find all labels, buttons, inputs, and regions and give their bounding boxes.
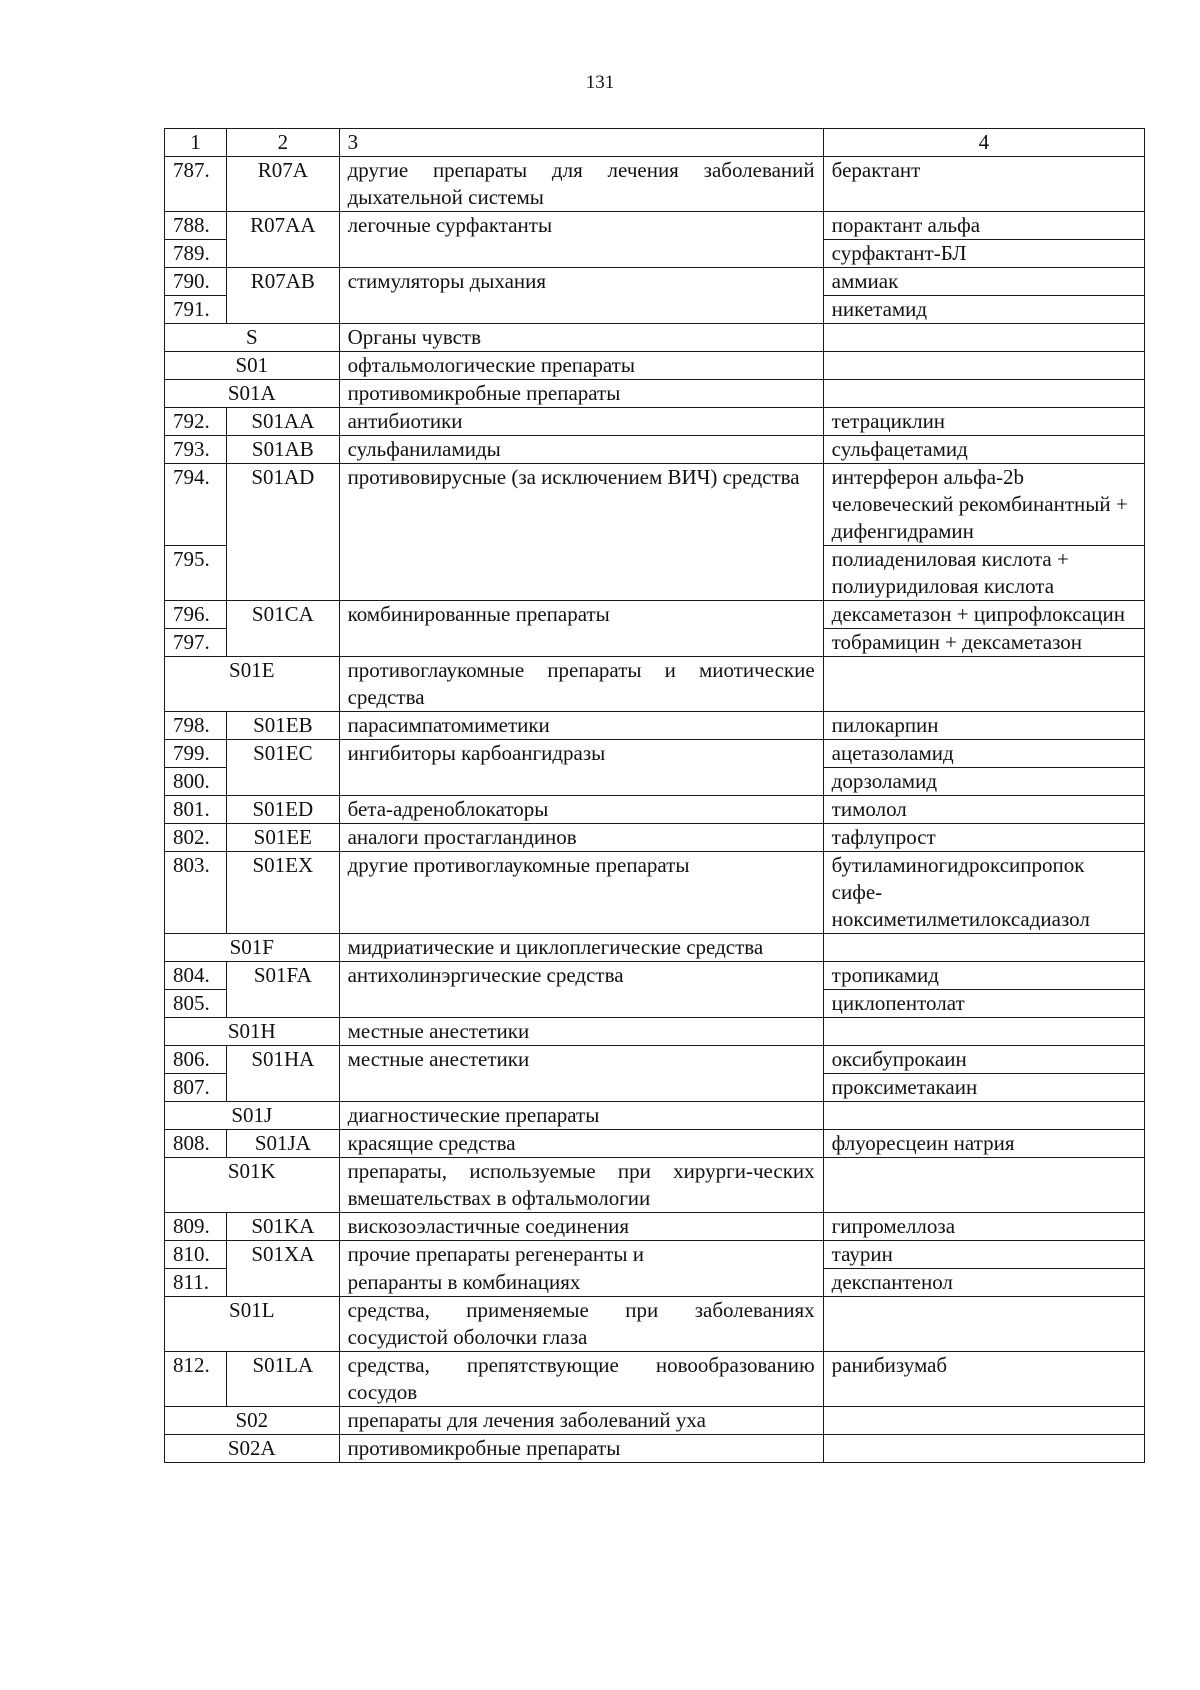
description-cell: другие противоглаукомные препараты bbox=[339, 852, 823, 934]
drug-name-cell bbox=[823, 1435, 1144, 1463]
row-number-cell: 797. bbox=[165, 629, 227, 657]
atc-code-cell: S01HA bbox=[227, 1046, 339, 1074]
drug-name-cell bbox=[823, 1102, 1144, 1130]
table-row bbox=[165, 324, 1145, 352]
description-cell: противомикробные препараты bbox=[339, 380, 823, 408]
row-number-cell: 793. bbox=[165, 436, 227, 464]
atc-code-cell: S01FA bbox=[227, 962, 339, 990]
table-row bbox=[165, 629, 1145, 657]
group-code-cell: S01A bbox=[165, 380, 340, 408]
row-number-cell: 791. bbox=[165, 296, 227, 324]
drug-name-cell: никетамид bbox=[823, 296, 1144, 324]
atc-code-cell: S01EB bbox=[227, 712, 339, 740]
drug-name-cell: гипромеллоза bbox=[823, 1213, 1144, 1241]
row-number-cell: 795. bbox=[165, 546, 227, 601]
table-row bbox=[165, 352, 1145, 380]
description-cell: антихолинэргические средства bbox=[339, 962, 823, 990]
row-number-cell: 808. bbox=[165, 1130, 227, 1158]
drug-name-cell: флуоресцеин натрия bbox=[823, 1130, 1144, 1158]
table-row bbox=[165, 768, 1145, 796]
row-number-cell: 789. bbox=[165, 240, 227, 268]
row-number-cell: 802. bbox=[165, 824, 227, 852]
description-cell: средства, применяемые при заболеваниях сосудистой оболочки глаза bbox=[339, 1297, 823, 1352]
description-cell: репаранты в комбинациях bbox=[339, 1269, 823, 1297]
row-number-cell: 809. bbox=[165, 1213, 227, 1241]
table-row bbox=[165, 962, 1145, 990]
table-row bbox=[165, 1352, 1145, 1407]
description-cell: комбинированные препараты bbox=[339, 601, 823, 629]
table-row bbox=[165, 1018, 1145, 1046]
description-cell: другие препараты для лечения заболеваний дыхательной системы bbox=[339, 157, 823, 212]
drug-name-cell: оксибупрокаин bbox=[823, 1046, 1144, 1074]
atc-code-cell bbox=[227, 546, 339, 601]
drug-name-cell: дексаметазон + ципрофлоксацин bbox=[823, 601, 1144, 629]
drug-name-cell: проксиметакаин bbox=[823, 1074, 1144, 1102]
group-code-cell: S01K bbox=[165, 1158, 340, 1213]
description-cell: диагностические препараты bbox=[339, 1102, 823, 1130]
description-cell: офтальмологические препараты bbox=[339, 352, 823, 380]
row-number-cell: 810. bbox=[165, 1241, 227, 1269]
description-cell: местные анестетики bbox=[339, 1046, 823, 1074]
row-number-cell: 790. bbox=[165, 268, 227, 296]
atc-code-cell: R07A bbox=[227, 157, 339, 212]
atc-code-cell bbox=[227, 240, 339, 268]
atc-code-cell: S01CA bbox=[227, 601, 339, 629]
table-row bbox=[165, 464, 1145, 546]
row-number-cell: 801. bbox=[165, 796, 227, 824]
table-row bbox=[165, 1102, 1145, 1130]
group-code-cell: S01J bbox=[165, 1102, 340, 1130]
atc-code-cell: R07AA bbox=[227, 212, 339, 240]
drug-name-cell: тобрамицин + дексаметазон bbox=[823, 629, 1144, 657]
description-cell: прочие препараты регенеранты и bbox=[339, 1241, 823, 1269]
table-row bbox=[165, 1435, 1145, 1463]
drug-name-cell: тропикамид bbox=[823, 962, 1144, 990]
atc-code-cell: S01JA bbox=[227, 1130, 339, 1158]
table-row bbox=[165, 212, 1145, 240]
group-code-cell: S01E bbox=[165, 657, 340, 712]
atc-code-cell bbox=[227, 1074, 339, 1102]
table-row bbox=[165, 712, 1145, 740]
table-row bbox=[165, 1046, 1145, 1074]
row-number-cell: 798. bbox=[165, 712, 227, 740]
header-col-4: 4 bbox=[823, 129, 1144, 157]
atc-code-cell: S01KA bbox=[227, 1213, 339, 1241]
description-cell bbox=[339, 768, 823, 796]
table-row bbox=[165, 546, 1145, 601]
description-cell: противомикробные препараты bbox=[339, 1435, 823, 1463]
drug-name-cell: тафлупрост bbox=[823, 824, 1144, 852]
description-cell: препараты, используемые при хирурги-ческих вмешательствах в офтальмологии bbox=[339, 1158, 823, 1213]
drug-name-cell: берактант bbox=[823, 157, 1144, 212]
table-row bbox=[165, 240, 1145, 268]
drug-name-cell: декспантенол bbox=[823, 1269, 1144, 1297]
row-number-cell: 794. bbox=[165, 464, 227, 546]
row-number-cell: 799. bbox=[165, 740, 227, 768]
description-cell: парасимпатомиметики bbox=[339, 712, 823, 740]
row-number-cell: 788. bbox=[165, 212, 227, 240]
page-number: 131 bbox=[585, 72, 615, 93]
group-code-cell: S01H bbox=[165, 1018, 340, 1046]
atc-code-cell: R07AB bbox=[227, 268, 339, 296]
description-cell bbox=[339, 990, 823, 1018]
table-header-row bbox=[165, 129, 1145, 157]
drug-name-cell: дорзоламид bbox=[823, 768, 1144, 796]
table-row bbox=[165, 408, 1145, 436]
atc-code-cell: S01AB bbox=[227, 436, 339, 464]
table-row bbox=[165, 1407, 1145, 1435]
drug-name-cell bbox=[823, 352, 1144, 380]
table-row bbox=[165, 1213, 1145, 1241]
description-cell: противовирусные (за исключением ВИЧ) средства bbox=[339, 464, 823, 546]
drug-name-cell bbox=[823, 1158, 1144, 1213]
atc-code-cell bbox=[227, 768, 339, 796]
description-cell: вискозоэластичные соединения bbox=[339, 1213, 823, 1241]
table-row bbox=[165, 436, 1145, 464]
table-row bbox=[165, 796, 1145, 824]
description-cell: легочные сурфактанты bbox=[339, 212, 823, 240]
drug-name-cell: интерферон альфа-2b человеческий рекомбинантный + дифенгидрамин bbox=[823, 464, 1144, 546]
table-row bbox=[165, 268, 1145, 296]
drug-name-cell: тимолол bbox=[823, 796, 1144, 824]
row-number-cell: 807. bbox=[165, 1074, 227, 1102]
description-cell: мидриатические и циклоплегические средства bbox=[339, 934, 823, 962]
row-number-cell: 800. bbox=[165, 768, 227, 796]
atc-code-cell: S01AA bbox=[227, 408, 339, 436]
drug-name-cell bbox=[823, 1407, 1144, 1435]
description-cell: ингибиторы карбоангидразы bbox=[339, 740, 823, 768]
drug-name-cell bbox=[823, 934, 1144, 962]
atc-code-cell bbox=[227, 990, 339, 1018]
description-cell: антибиотики bbox=[339, 408, 823, 436]
table-row bbox=[165, 380, 1145, 408]
table-row bbox=[165, 852, 1145, 934]
group-code-cell: S01L bbox=[165, 1297, 340, 1352]
description-cell bbox=[339, 240, 823, 268]
table-row bbox=[165, 824, 1145, 852]
atc-code-cell: S01EE bbox=[227, 824, 339, 852]
row-number-cell: 812. bbox=[165, 1352, 227, 1407]
atc-code-cell: S01EC bbox=[227, 740, 339, 768]
drug-name-cell bbox=[823, 1018, 1144, 1046]
row-number-cell: 787. bbox=[165, 157, 227, 212]
table-row bbox=[165, 1074, 1145, 1102]
row-number-cell: 806. bbox=[165, 1046, 227, 1074]
description-cell bbox=[339, 296, 823, 324]
row-number-cell: 805. bbox=[165, 990, 227, 1018]
table-row bbox=[165, 990, 1145, 1018]
drug-name-cell bbox=[823, 380, 1144, 408]
description-cell: сульфаниламиды bbox=[339, 436, 823, 464]
description-cell: противоглаукомные препараты и миотические средства bbox=[339, 657, 823, 712]
drug-name-cell bbox=[823, 324, 1144, 352]
drug-classification-table bbox=[164, 128, 1145, 1463]
atc-code-cell bbox=[227, 296, 339, 324]
description-cell bbox=[339, 629, 823, 657]
description-cell: препараты для лечения заболеваний уха bbox=[339, 1407, 823, 1435]
table-row bbox=[165, 934, 1145, 962]
drug-name-cell: ранибизумаб bbox=[823, 1352, 1144, 1407]
description-cell bbox=[339, 1074, 823, 1102]
header-col-1: 1 bbox=[165, 129, 227, 157]
description-cell: аналоги простагландинов bbox=[339, 824, 823, 852]
group-code-cell: S02A bbox=[165, 1435, 340, 1463]
table-row bbox=[165, 1269, 1145, 1297]
header-col-3: 3 bbox=[339, 129, 823, 157]
table-row bbox=[165, 296, 1145, 324]
description-cell: бета-адреноблокаторы bbox=[339, 796, 823, 824]
drug-name-cell: тетрациклин bbox=[823, 408, 1144, 436]
drug-name-cell: аммиак bbox=[823, 268, 1144, 296]
atc-code-cell: S01ED bbox=[227, 796, 339, 824]
description-cell bbox=[339, 546, 823, 601]
drug-name-cell: сурфактант-БЛ bbox=[823, 240, 1144, 268]
atc-code-cell: S01XA bbox=[227, 1241, 339, 1269]
header-col-2: 2 bbox=[227, 129, 339, 157]
row-number-cell: 803. bbox=[165, 852, 227, 934]
drug-name-cell: бутиламиногидроксипропок сифе-ноксиметилметилоксадиазол bbox=[823, 852, 1144, 934]
drug-name-cell: сульфацетамид bbox=[823, 436, 1144, 464]
drug-name-cell: порактант альфа bbox=[823, 212, 1144, 240]
table-row bbox=[165, 1130, 1145, 1158]
table-row bbox=[165, 601, 1145, 629]
table-row bbox=[165, 1297, 1145, 1352]
drug-name-cell: таурин bbox=[823, 1241, 1144, 1269]
row-number-cell: 792. bbox=[165, 408, 227, 436]
description-cell: стимуляторы дыхания bbox=[339, 268, 823, 296]
row-number-cell: 796. bbox=[165, 601, 227, 629]
table-row bbox=[165, 1241, 1145, 1269]
atc-code-cell bbox=[227, 1269, 339, 1297]
table-row bbox=[165, 740, 1145, 768]
atc-code-cell: S01EX bbox=[227, 852, 339, 934]
drug-name-cell: циклопентолат bbox=[823, 990, 1144, 1018]
table-row bbox=[165, 657, 1145, 712]
atc-code-cell bbox=[227, 629, 339, 657]
row-number-cell: 804. bbox=[165, 962, 227, 990]
group-code-cell: S01F bbox=[165, 934, 340, 962]
table-row bbox=[165, 157, 1145, 212]
row-number-cell: 811. bbox=[165, 1269, 227, 1297]
group-code-cell: S02 bbox=[165, 1407, 340, 1435]
drug-name-cell bbox=[823, 657, 1144, 712]
group-code-cell: S01 bbox=[165, 352, 340, 380]
drug-name-cell: полиадениловая кислота + полиуридиловая кислота bbox=[823, 546, 1144, 601]
drug-name-cell: пилокарпин bbox=[823, 712, 1144, 740]
drug-name-cell bbox=[823, 1297, 1144, 1352]
atc-code-cell: S01LA bbox=[227, 1352, 339, 1407]
description-cell: красящие средства bbox=[339, 1130, 823, 1158]
description-cell: средства, препятствующие новообразованию сосудов bbox=[339, 1352, 823, 1407]
description-cell: Органы чувств bbox=[339, 324, 823, 352]
drug-name-cell: ацетазоламид bbox=[823, 740, 1144, 768]
table-row bbox=[165, 1158, 1145, 1213]
group-code-cell: S bbox=[165, 324, 340, 352]
atc-code-cell: S01AD bbox=[227, 464, 339, 546]
description-cell: местные анестетики bbox=[339, 1018, 823, 1046]
